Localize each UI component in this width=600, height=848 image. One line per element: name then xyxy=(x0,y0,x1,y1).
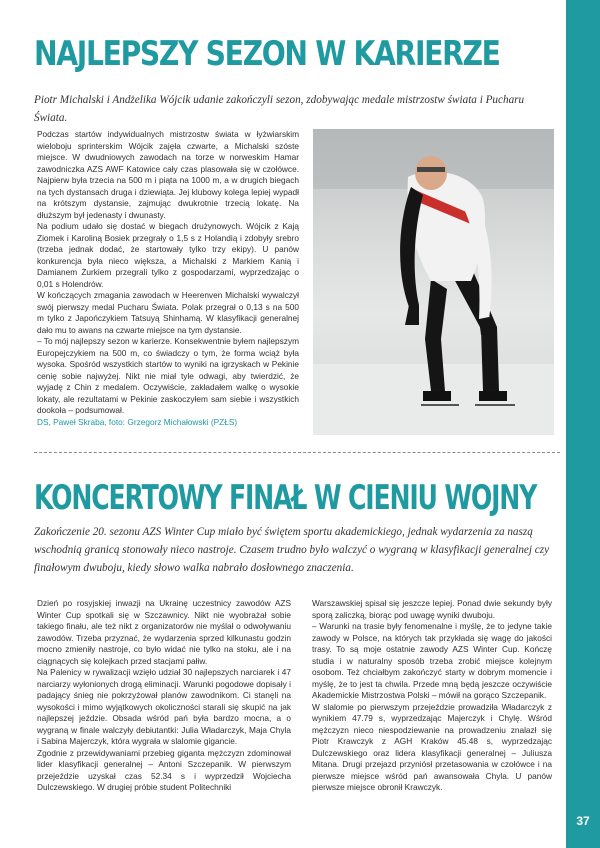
article1-title: NAJLEPSZY SEZON W KARIERZE xyxy=(34,34,500,74)
page-number: 37 xyxy=(576,814,590,828)
article2-paragraph: – Warunki na trasie były fenomenalne i myślę, że to jedyne takie zawody w Polsce, na których tak przykłada się wagę do jakości trasy. To są moje ostatnie zawody AZS Winter Cup. Kończę studia i w naturalny sposób trzeba zrobić miejsce kolejnym osobom. Też chciałbym zakończyć starty w dobrym momencie i myślę, że to jest ta chwila. Przede mną będą jeszcze oczywiście Akademickie Mistrzostwa Polski – mówił na gorąco Szczepanik. xyxy=(312,621,552,700)
speed-skater-photo xyxy=(313,129,554,435)
article2-paragraph: Warszawskiej spisał się jeszcze lepiej. Ponad dwie sekundy były sporą zaliczką, biorąc pod uwagę wyniki dwuboju. xyxy=(312,598,552,620)
article1-paragraph: Podczas startów indywidualnych mistrzostw świata w łyżwiarskim wieloboju sprinterskim Wójcik zajęła czwarte, a Michalski szóste miejsce. W dwudniowych zawodach na torze w norweskim Hamar zawodniczka AZS AWF Katowice cały czas plasowała się w czołówce. Najpierw była trzecia na 500 m i piąta na 1000 m, a w drugich biegach na tych dystansach druga i dziewiąta. Jej klubowy kolega lepiej wypadł na krótszym dystansie, zajmując dwukrotnie trzecią lokatę. Na dłuższym był jedenasty i dwunasty. xyxy=(37,129,299,220)
article2-paragraph: Dzień po rosyjskiej inwazji na Ukrainę uczestnicy zawodów AZS Winter Cup spotkali się w Szczawnicy. Nikt nie wyobrażał sobie takiego finału, ale też nikt z organizatorów nie myślał o odwoływaniu zawodów. Trzeba przyznać, że wydarzenia sprzed kilkunastu godzin mocno zmieniły nastroje, co było widać nie tylko na stoku, ale i na ciągnących się kolejkach przed stacjami pałiw. xyxy=(37,598,291,666)
page-side-bar xyxy=(566,0,600,848)
article2-title: KONCERTOWY FINAŁ W CIENIU WOJNY xyxy=(34,478,537,518)
article2-lead: Zakończenie 20. sezonu AZS Winter Cup miało być świętem sportu akademickiego, jednak wydarzenia za naszą wschodnią granicą stonowały nieco nastroje. Czasem trudno było walczyć o wygraną w klasyfikacji generalnej czy finałowym dwuboju, kiedy słowo walka nabrało dosłownego znaczenia. xyxy=(34,526,550,574)
article2-body-column-1 xyxy=(37,598,291,794)
section-divider xyxy=(34,452,560,453)
article2-body-column-2 xyxy=(312,598,552,794)
article2-paragraph: Na Palenicy w rywalizacji wzięło udział 30 najlepszych narciarek i 47 narciarzy wyłonionych drogą eliminacji. Warunki pogodowe dopisały i padający śnieg nie pokrzyżował planów zawodnikom. Ci stanęli na wysokości i mimo wyjątkowych okoliczności starali się skupić na jak najlepszej jeździe. Obsada wśród pań była bardzo mocna, a o wygraną w finale walczyły debiutantki: Julia Władarczyk, Maja Chyla i Sabina Majerczyk, która wygrała w slalomie gigancie. xyxy=(37,667,291,746)
article1-body xyxy=(37,129,299,428)
article2-paragraph: Zgodnie z przewidywaniami przebieg giganta mężczyzn zdominował lider klasyfikacji generalnej – Antoni Szczepanik. W pierwszym przejeździe uzyskał czas 52.34 s i wyprzedził Wojciecha Dulczewskiego. W drugiej próbie student Politechniki xyxy=(37,747,291,792)
skater-illustration xyxy=(313,129,554,435)
article1-paragraph: W kończących zmagania zawodach w Heerenven Michalski wywalczył swój pierwszy medal Pucharu Świata. Polak przegrał o 0,13 s na 500 m tylko z Japończykiem Tatsuyą Shinhamą. W klasyfikacji generalnej dało mu to awans na czwarte miejsce na tym dystansie. xyxy=(37,290,299,335)
article1-paragraph: – To mój najlepszy sezon w karierze. Konsekwentnie byłem najlepszym Europejczykiem na 500 m, co świadczy o tym, że forma wciąż była wysoka. Spośród wszystkich startów to wyniki na igrzyskach w Pekinie cenię sobie najwyżej. Nikt nie miał tyle odwagi, aby twierdzić, że wyjadę z Chin z medalem. Oczywiście, zakładałem walkę o wysokie lokaty, ale rezultatami w Pekinie zaskoczyłem sam siebie i wszystkich dookoła – podsumował. xyxy=(37,336,299,415)
photo-credit: DS, Paweł Skraba, foto: Grzegorz Michałowski (PZŁS) xyxy=(37,416,238,427)
article1-lead: Piotr Michalski i Andżelika Wójcik udanie zakończyli sezon, zdobywając medale mistrzostw świata i Pucharu Świata. xyxy=(34,94,525,124)
article2-paragraph: W slalomie po pierwszym przejeździe prowadziła Władarczyk z wynikiem 47.79 s, wyprzedzając Majerczyk i Chylę. Wśród mężczyzn nieco niespodziewanie na prowadzeniu znalazł się Piotr Krawczyk z AGH Kraków 45.48 s, wyprzedzając Dulczewskiego oraz lidera klasyfikacji generalnej – Juliusza Mitana. Drugi przejazd przyniósł przetasowania w czołówce i na pierwsze miejsce wśród pań awansowała Chyla. U panów pierwsze miejsce obronił Krawczyk. xyxy=(312,701,552,792)
article1-paragraph: Na podium udało się dostać w biegach drużynowych. Wójcik z Kają Ziomek i Karoliną Bosiek przegrały o 1,5 s z Holandią i zdobyły srebro (trzeba jednak dodać, że startowały tylko trzy ekipy). U panów konkurencja była nieco większa, a Michalski z Markiem Kanią i Damianem Żurkiem przegrali tylko z gospodarzami, wyprzedzając o 0,01 s Holendrów. xyxy=(37,221,299,289)
